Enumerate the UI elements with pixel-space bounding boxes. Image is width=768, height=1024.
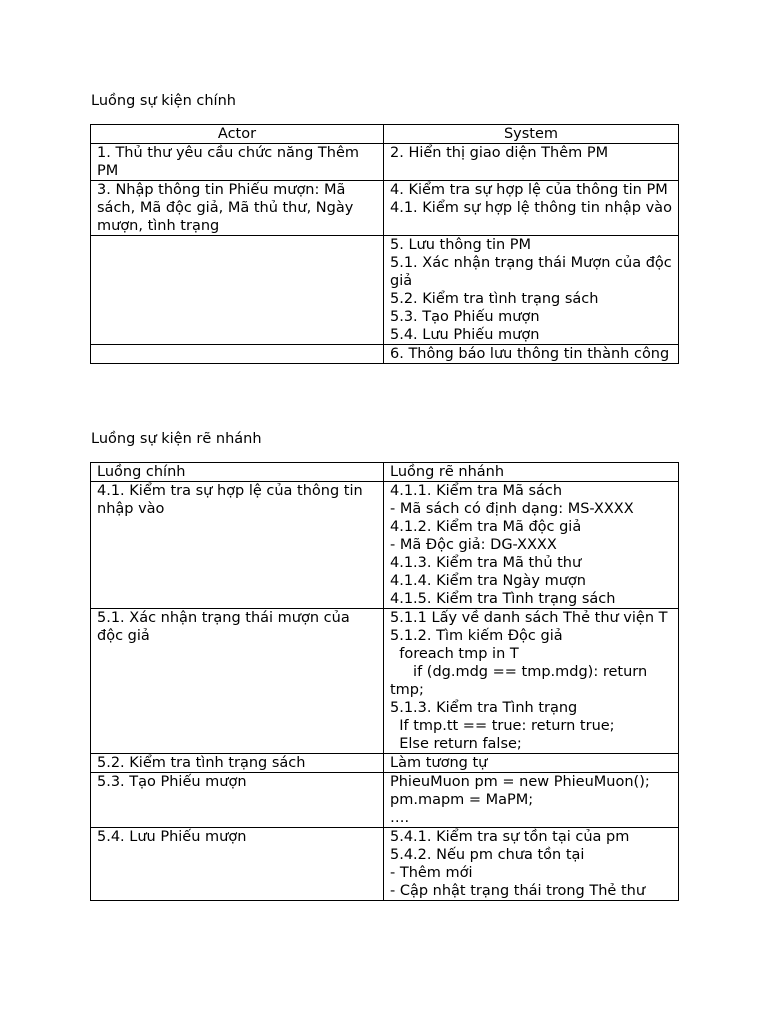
alt-flow-table (90, 462, 679, 901)
system-cell (384, 345, 679, 364)
table-header-row (91, 463, 679, 482)
system-cell (384, 144, 679, 181)
cell-line: foreach tmp in T (390, 646, 519, 662)
cell-line: 5. Lưu thông tin PM (390, 237, 532, 253)
table-header-row (91, 125, 679, 144)
actor-cell (91, 345, 384, 364)
actor-cell (91, 181, 384, 236)
cell-line: 2. Hiển thị giao diện Thêm PM (390, 145, 609, 161)
cell-line: Else return false; (390, 736, 522, 752)
cell-line: - Mã Độc giả: DG-XXXX (390, 537, 557, 553)
table-row (91, 773, 679, 828)
table-row (91, 181, 679, 236)
header-main-flow: Luồng chính (91, 463, 384, 482)
cell-line: 5.3. Tạo Phiếu mượn (97, 774, 247, 790)
cell-line: 4. Kiểm tra sự hợp lệ của thông tin PM (390, 182, 668, 198)
cell-line: 5.2. Kiểm tra tình trạng sách (97, 755, 306, 771)
cell-line: 5.1.3. Kiểm tra Tình trạng (390, 700, 578, 716)
main-flow-table (90, 124, 679, 364)
cell-line: 5.1. Xác nhận trạng thái Mượn của độc giả (390, 255, 677, 289)
cell-line: if (dg.mdg == tmp.mdg): return tmp; (390, 664, 652, 698)
cell-line: 4.1.1. Kiểm tra Mã sách (390, 483, 563, 499)
branch-flow-cell (384, 482, 679, 609)
cell-line: 5.4.1. Kiểm tra sự tồn tại của pm (390, 829, 630, 845)
cell-line: 5.1.1 Lấy về danh sách Thẻ thư viện T (390, 610, 668, 626)
cell-line: 6. Thông báo lưu thông tin thành công (390, 346, 670, 362)
cell-line: 1. Thủ thư yêu cầu chức năng Thêm PM (97, 145, 364, 179)
main-flow-cell (91, 828, 384, 901)
cell-line: If tmp.tt == true: return true; (390, 718, 615, 734)
main-flow-cell (91, 773, 384, 828)
cell-line: 5.1.2. Tìm kiếm Độc giả (390, 628, 563, 644)
cell-line: - Thêm mới (390, 865, 473, 881)
branch-flow-cell (384, 828, 679, 901)
table-row (91, 828, 679, 901)
table-row (91, 609, 679, 754)
cell-line: …. (390, 810, 410, 826)
table-row (91, 754, 679, 773)
cell-line: 5.1. Xác nhận trạng thái mượn của độc giả (97, 610, 355, 644)
cell-line: 4.1. Kiểm sự hợp lệ thông tin nhập vào (390, 200, 672, 216)
header-branch-flow: Luồng rẽ nhánh (384, 463, 679, 482)
cell-line: - Mã sách có định dạng: MS-XXXX (390, 501, 634, 517)
main-flow-cell (91, 609, 384, 754)
cell-line: 5.4. Lưu Phiếu mượn (97, 829, 247, 845)
main-flow-cell (91, 482, 384, 609)
cell-line: 4.1.5. Kiểm tra Tình trạng sách (390, 591, 616, 607)
cell-line: 5.4.2. Nếu pm chưa tồn tại (390, 847, 585, 863)
system-cell (384, 236, 679, 345)
cell-line: Làm tương tự (390, 755, 488, 771)
cell-line: 4.1.3. Kiểm tra Mã thủ thư (390, 555, 582, 571)
cell-line: 4.1.2. Kiểm tra Mã độc giả (390, 519, 582, 535)
table-row (91, 236, 679, 345)
branch-flow-cell (384, 773, 679, 828)
system-cell (384, 181, 679, 236)
cell-line: 3. Nhập thông tin Phiếu mượn: Mã sách, Mã độc giả, Mã thủ thư, Ngày mượn, tình trạng (97, 182, 358, 234)
branch-flow-cell (384, 609, 679, 754)
cell-line: pm.mapm = MaPM; (390, 792, 534, 808)
header-actor: Actor (91, 125, 384, 144)
cell-line: 4.1.4. Kiểm tra Ngày mượn (390, 573, 586, 589)
actor-cell (91, 144, 384, 181)
cell-line: 4.1. Kiểm tra sự hợp lệ của thông tin nhập vào (97, 483, 368, 517)
main-flow-title: Luồng sự kiện chính (91, 93, 236, 109)
alt-flow-title: Luồng sự kiện rẽ nhánh (91, 431, 262, 447)
cell-line: 5.3. Tạo Phiếu mượn (390, 309, 540, 325)
table-row (91, 482, 679, 609)
actor-cell (91, 236, 384, 345)
table-row (91, 345, 679, 364)
header-system: System (384, 125, 679, 144)
cell-line: 5.2. Kiểm tra tình trạng sách (390, 291, 599, 307)
branch-flow-cell (384, 754, 679, 773)
cell-line: 5.4. Lưu Phiếu mượn (390, 327, 540, 343)
cell-line: PhieuMuon pm = new PhieuMuon(); (390, 774, 650, 790)
main-flow-cell (91, 754, 384, 773)
table-row (91, 144, 679, 181)
cell-line: - Cập nhật trạng thái trong Thẻ thư (390, 883, 646, 899)
